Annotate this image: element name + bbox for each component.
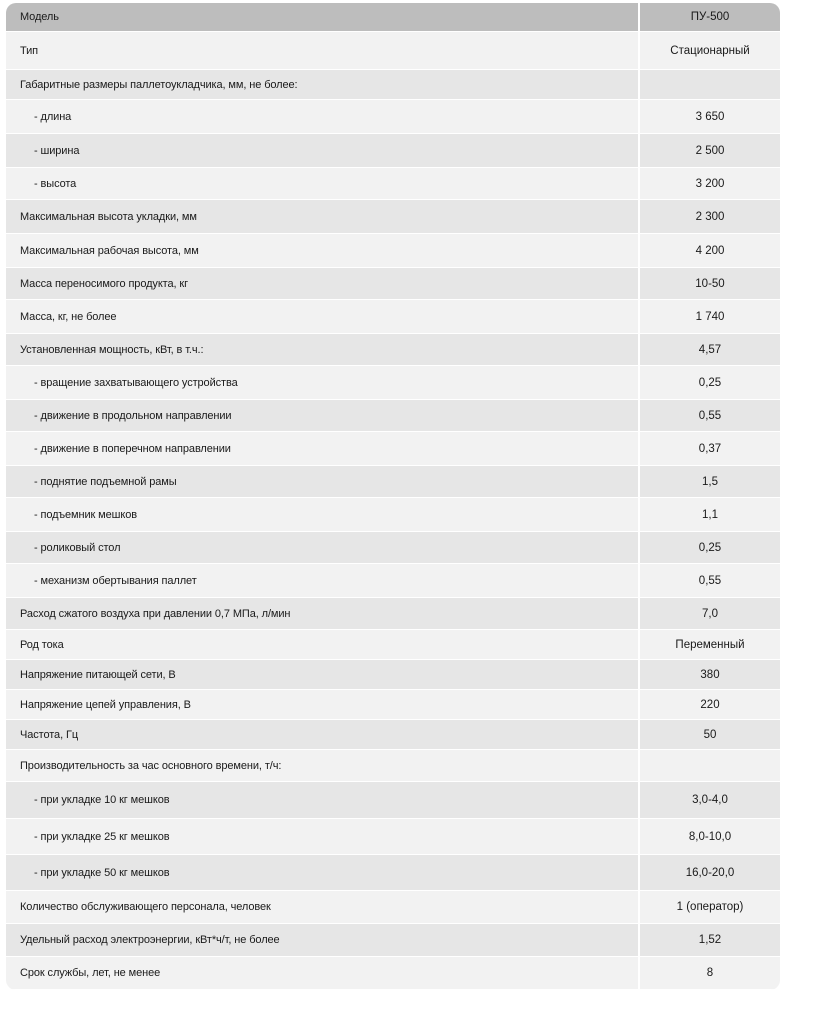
row-value: 3 650 xyxy=(638,100,780,133)
row-label: - роликовый стол xyxy=(34,541,121,554)
table-row xyxy=(6,400,780,432)
row-value: 1,5 xyxy=(638,466,780,497)
table-header-row xyxy=(6,3,780,32)
row-value: 4,57 xyxy=(638,334,780,365)
row-value: 1,1 xyxy=(638,498,780,531)
row-value: 2 500 xyxy=(638,134,780,167)
table-row xyxy=(6,598,780,630)
table-body xyxy=(6,32,780,990)
table-row xyxy=(6,957,780,990)
table-row xyxy=(6,70,780,100)
table-row xyxy=(6,564,780,598)
row-value: 1 (оператор) xyxy=(638,891,780,923)
row-label: - движение в поперечном направлении xyxy=(34,442,231,455)
row-value: 8 xyxy=(638,957,780,989)
table-row xyxy=(6,720,780,750)
row-value: 1 740 xyxy=(638,300,780,333)
table-row xyxy=(6,200,780,234)
row-label: Масса переносимого продукта, кг xyxy=(20,277,189,290)
row-label: Удельный расход электроэнергии, кВт*ч/т, не более xyxy=(20,934,280,946)
table-row xyxy=(6,300,780,334)
table-row xyxy=(6,498,780,532)
table-row xyxy=(6,532,780,564)
spec-table xyxy=(6,3,780,990)
row-label: - при укладке 25 кг мешков xyxy=(34,830,170,843)
header-label: Модель xyxy=(20,11,59,23)
row-value: 7,0 xyxy=(638,598,780,629)
row-label: - поднятие подъемной рамы xyxy=(34,475,177,488)
row-value: Переменный xyxy=(638,630,780,659)
table-row xyxy=(6,432,780,466)
row-value: 0,25 xyxy=(638,366,780,399)
table-row xyxy=(6,750,780,782)
table-row xyxy=(6,660,780,690)
row-label: - высота xyxy=(34,177,77,190)
table-row xyxy=(6,924,780,957)
table-row xyxy=(6,466,780,498)
row-label: Срок службы, лет, не менее xyxy=(20,967,161,979)
table-row xyxy=(6,366,780,400)
row-value: 220 xyxy=(638,690,780,719)
row-value: 16,0-20,0 xyxy=(638,855,780,890)
row-label: Частота, Гц xyxy=(20,728,79,741)
header-value: ПУ-500 xyxy=(638,3,780,31)
row-value: Стационарный xyxy=(638,32,780,69)
row-value: 3,0-4,0 xyxy=(638,782,780,818)
table-row xyxy=(6,168,780,200)
row-label: - подъемник мешков xyxy=(34,508,137,521)
table-row xyxy=(6,891,780,924)
row-value: 0,25 xyxy=(638,532,780,563)
table-row xyxy=(6,268,780,300)
row-value: 50 xyxy=(638,720,780,749)
row-value xyxy=(638,750,780,781)
row-label: - вращение захватывающего устройства xyxy=(34,376,238,389)
row-label: - механизм обертывания паллет xyxy=(34,574,197,587)
row-value: 0,55 xyxy=(638,400,780,431)
row-label: Масса, кг, не более xyxy=(20,310,117,323)
row-value: 8,0-10,0 xyxy=(638,819,780,854)
row-value: 10-50 xyxy=(638,268,780,299)
row-value: 2 300 xyxy=(638,200,780,233)
table-row xyxy=(6,100,780,134)
row-value: 1,52 xyxy=(638,924,780,956)
table-row xyxy=(6,32,780,70)
row-label: Тип xyxy=(20,44,39,57)
row-label: - длина xyxy=(34,110,72,123)
row-label: - при укладке 10 кг мешков xyxy=(34,794,170,806)
row-label: Род тока xyxy=(20,638,64,651)
row-label: Максимальная рабочая высота, мм xyxy=(20,244,199,257)
row-value: 380 xyxy=(638,660,780,689)
table-row xyxy=(6,630,780,660)
table-row xyxy=(6,234,780,268)
table-row xyxy=(6,134,780,168)
table-row xyxy=(6,334,780,366)
row-value: 0,55 xyxy=(638,564,780,597)
row-value xyxy=(638,70,780,99)
row-label: Расход сжатого воздуха при давлении 0,7 МПа, л/мин xyxy=(20,607,291,620)
row-value: 4 200 xyxy=(638,234,780,267)
row-label: Количество обслуживающего персонала, человек xyxy=(20,901,271,913)
row-label: - при укладке 50 кг мешков xyxy=(34,866,170,879)
row-label: Установленная мощность, кВт, в т.ч.: xyxy=(20,343,204,356)
row-label: Максимальная высота укладки, мм xyxy=(20,210,197,223)
row-value: 0,37 xyxy=(638,432,780,465)
row-label: Производительность за час основного времени, т/ч: xyxy=(20,759,282,772)
row-label: Напряжение цепей управления, В xyxy=(20,698,191,711)
row-label: Габаритные размеры паллетоукладчика, мм, не более: xyxy=(20,78,298,91)
table-row xyxy=(6,855,780,891)
row-label: Напряжение питающей сети, В xyxy=(20,668,176,681)
row-label: - ширина xyxy=(34,144,80,157)
table-row xyxy=(6,819,780,855)
row-label: - движение в продольном направлении xyxy=(34,409,232,422)
row-value: 3 200 xyxy=(638,168,780,199)
table-row xyxy=(6,782,780,819)
table-row xyxy=(6,690,780,720)
